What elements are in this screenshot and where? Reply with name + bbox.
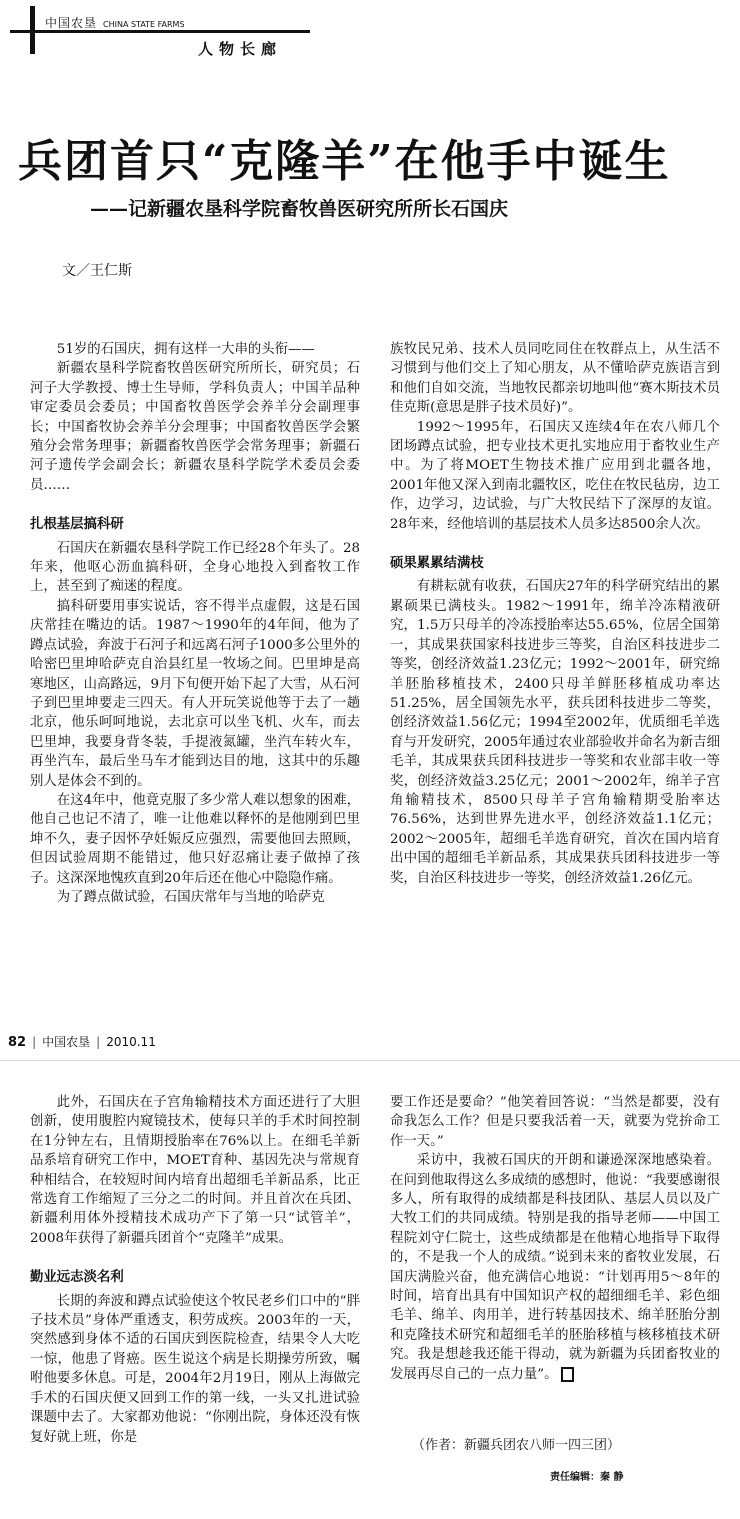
end-mark-icon xyxy=(561,1367,574,1382)
section-heading-2: 硕果累累结满枝 xyxy=(390,556,484,572)
page-footer: 82 | 中国农垦 | 2010.11 xyxy=(8,1035,156,1050)
author-note: （作者：新疆兵团农八师一四三团） xyxy=(412,1438,621,1453)
responsible-editor: 责任编辑：秦 静 xyxy=(550,1472,624,1483)
intro-line: 51岁的石国庆，拥有这样一大串的头衔—— xyxy=(56,342,315,357)
section-heading-1: 扎根基层搞科研 xyxy=(30,517,124,533)
footer-issue: 2010.11 xyxy=(106,1035,156,1049)
paragraph: 为了蹲点做试验，石国庆常年与当地的哈萨克 xyxy=(56,889,325,905)
page1-column-right xyxy=(390,340,720,888)
paragraph: 要工作还是要命？”他笑着回答说：“当然是都要，没有命我怎么工作？但是只要我活着一天，就要为党拚命工作一天。” xyxy=(390,1095,720,1149)
paragraph: 此外，石国庆在子宫角输精技术方面还进行了大胆创新，使用腹腔内窥镜技术，使每只羊的手术时间控制在1分钟左右，且情期授胎率在76%以上。在细毛羊新品系培育研究工作中，MOET育种、基因先决与常规育种相结合，在较短时间内培育出超细毛羊新品系，比正常选育工作缩短了三分之二的时间。并且首次在兵团、新疆利用体外授精技术成功产下了第一只“试管羊”，2008年获得了新疆兵团首个“克隆羊”成果。 xyxy=(30,1095,360,1246)
paragraph xyxy=(390,1151,720,1384)
paragraph: 1992～1995年，石国庆又连续4年在农八师几个团场蹲点试验，把专业技术更扎实地应用于畜牧业生产中。为了将MOET生物技术推广应用到北疆各地，2001年他又深入到南北疆牧区，吃住在牧民毡房，边工作，边学习，边试验，与广大牧民结下了深厚的友谊。28年来，经他培训的基层技术人员多达8500余人次。 xyxy=(390,419,720,532)
article-author: 文／王仁斯 xyxy=(62,263,132,279)
magazine-name-en: CHINA STATE FARMS xyxy=(103,20,185,29)
paragraph: 石国庆在新疆农垦科学院工作已经28个年头了。28年来，他呕心沥血搞科研，全身心地投入到畜牧工作上，甚至到了痴迷的程度。 xyxy=(30,540,360,595)
article-subtitle: ——记新疆农垦科学院畜牧兽医研究所所长石国庆 xyxy=(90,198,509,220)
column-name: 人物长廊 xyxy=(198,40,283,58)
paragraph: 族牧民兄弟、技术人员同吃同住在牧群点上，从生活不习惯到与他们交上了知心朋友，从不懂哈萨克族语言到和他们自如交流，当地牧民都亲切地叫他“赛木斯技术员佳克斯(意思是胖子技术员好)”。 xyxy=(390,342,720,416)
page2-column-left xyxy=(30,1093,360,1447)
paragraph: 有耕耘就有收获，石国庆27年的科学研究结出的累累硕果已满枝头。1982～1991年，绵羊冷冻精液研究，1.5万只母羊的冷冻授胎率达55.65%，位居全国第一，其成果获国家科技进步三等奖，自治区科技进步二等奖，创经济效益1.23亿元；1992～2001年，研究绵羊胚胎移植技术，2400只母羊鲜胚移植成功率达51.25%，居全国领先水平，获兵团科技进步二等奖，创经济效益1.56亿元；1994至2002年，优质细毛羊选育与开发研究，2005年通过农业部验收并命名为新吉细毛羊，其成果获兵团科技进步一等奖和农业部丰收一等奖，创经济效益3.25亿元；2001～2002年，绵羊子宫角输精技术，8500只母羊子宫角输精期受胎率达76.56%，达到世界先进水平，创经济效益1.1亿元；2002～2005年，超细毛羊选育研究，首次在国内培育出中国的超细毛羊新品系，其成果获兵团科技进步一等奖，自治区科技进步一等奖，创经济效益1.26亿元。 xyxy=(390,579,720,886)
section-heading-3: 勤业远志淡名利 xyxy=(30,1270,124,1286)
page-divider xyxy=(0,1060,740,1061)
footer-magazine: 中国农垦 xyxy=(42,1035,91,1049)
page-number: 82 xyxy=(8,1035,27,1050)
paragraph: 搞科研要用事实说话，容不得半点虚假，这是石国庆常挂在嘴边的话。1987～1990年的4年间，他为了蹲点试验，奔波于石河子和远离石河子1000多公里外的哈密巴里坤哈萨克自治县红星一牧场之间。巴里坤是高寒地区，山高路远，9月下旬便开始下起了大雪，从石河子到巴里坤要走三四天。有人开玩笑说他等于去了一趟北京，他乐呵呵地说，去北京可以坐飞机、火车，而去巴里坤，我要身背冬装，手提液氮罐，坐汽车转火车，再坐汽车，最后坐马车才能到达目的地，这其中的乐趣别人是体会不到的。 xyxy=(30,598,360,789)
page1-column-left xyxy=(30,340,360,907)
intro-titles: 新疆农垦科学院畜牧兽医研究所所长，研究员；石河子大学教授、博士生导师，学科负责人；中国羊品种审定委员会委员；中国畜牧兽医学会养羊分会副理事长；中国畜牧协会养羊分会理事；中国畜牧兽医学会繁殖分会常务理事；新疆畜牧兽医学会常务理事；新疆石河子遗传学会副会长；新疆农垦科学院学术委员会委员…… xyxy=(30,361,360,493)
paragraph: 在这4年中，他竟克服了多少常人难以想象的困难，他自己也记不清了，唯一让他难以释怀的是他刚到巴里坤不久，妻子因怀孕妊娠反应强烈，需要他回去照顾，但因试验周期不能错过，他只好忍痛让妻子做掉了孩子。这深深地愧疚直到20年后还在他心中隐隐作痛。 xyxy=(30,792,360,886)
article-title: 兵团首只“克隆羊”在他手中诞生 xyxy=(18,136,671,187)
closing-paragraph: 采访中，我被石国庆的开朗和谦逊深深地感染着。在问到他取得这么多成绩的感想时，他说：“我要感谢很多人，所有取得的成绩都是科技团队、基层人员以及广大牧工们的共同成绩。特别是我的指导老师——中国工程院刘守仁院士，这些成绩都是在他精心地指导下取得的，不是我一个人的成绩。”说到未来的畜牧业发展，石国庆满脸兴奋，他充满信心地说：“计划再用5～8年的时间，培育出具有中国知识产权的超细细毛羊、彩色细毛羊、绵羊、肉用羊，进行转基因技术、绵羊胚胎分割和克隆技术研究和超细毛羊的胚胎移植与核移植技术研究。我是想趁我还能干得动，就为新疆为兵团畜牧业的发展再尽自己的一点力量”。 xyxy=(390,1153,720,1382)
page2-column-right xyxy=(390,1093,720,1384)
paragraph: 长期的奔波和蹲点试验使这个牧民老乡们口中的“胖子技术员”身体严重透支，积劳成疾。2003年的一天，突然感到身体不适的石国庆到医院检查，结果令人大吃一惊，他患了肾癌。医生说这个病是长期操劳所致，嘱咐他要多休息。可是，2004年2月19日，刚从上海做完手术的石国庆便又回到工作的第一线，一头又扎进试验课题中去了。大家都劝他说：“你刚出院，身体还没有恢复好就上班，你是 xyxy=(30,1293,360,1445)
magazine-name xyxy=(45,14,185,31)
magazine-name-cn: 中国农垦 xyxy=(45,16,98,30)
